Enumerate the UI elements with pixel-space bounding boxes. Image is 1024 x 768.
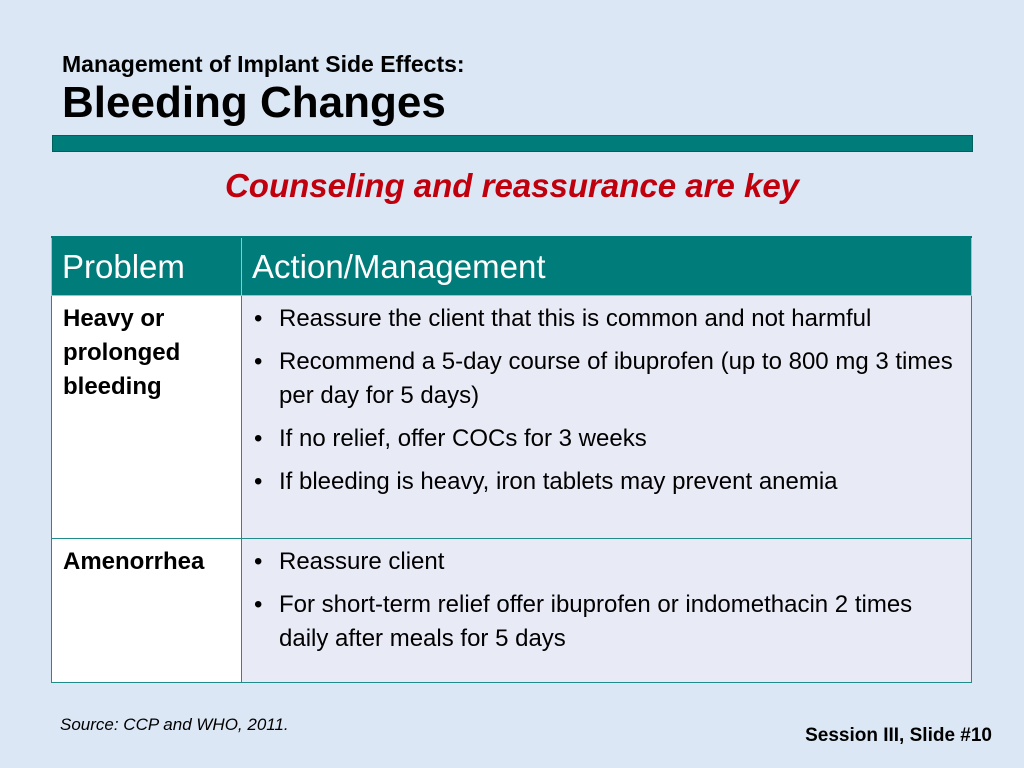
header-problem: Problem (52, 237, 242, 296)
slide-number: Session III, Slide #10 (805, 725, 992, 746)
list-item: • For short-term relief offer ibuprofen or indomethacin 2 times daily after meals for 5 days (254, 588, 961, 656)
management-table (51, 236, 972, 683)
slide-title: Bleeding Changes (62, 78, 446, 127)
table-header-row (52, 237, 972, 296)
list-item: • If bleeding is heavy, iron tablets may prevent anemia (254, 465, 961, 499)
list-item: • If no relief, offer COCs for 3 weeks (254, 422, 961, 456)
action-cell (242, 539, 972, 683)
list-item: • Reassure client (254, 545, 961, 579)
problem-cell: Heavy or prolonged bleeding (52, 296, 242, 539)
slide-subtitle: Management of Implant Side Effects: (62, 51, 465, 77)
slide-tagline: Counseling and reassurance are key (224, 167, 800, 204)
source-citation: Source: CCP and WHO, 2011. (60, 715, 289, 734)
problem-cell: Amenorrhea (52, 539, 242, 683)
action-list (254, 545, 961, 656)
title-divider-bar (52, 135, 973, 152)
table-row (52, 539, 972, 683)
list-item: • Recommend a 5-day course of ibuprofen (up to 800 mg 3 times per day for 5 days) (254, 345, 961, 413)
table-row (52, 296, 972, 539)
title-block (62, 50, 962, 128)
list-item: • Reassure the client that this is common and not harmful (254, 302, 961, 336)
action-cell (242, 296, 972, 539)
action-list (254, 302, 961, 499)
header-action-management: Action/Management (242, 237, 972, 296)
